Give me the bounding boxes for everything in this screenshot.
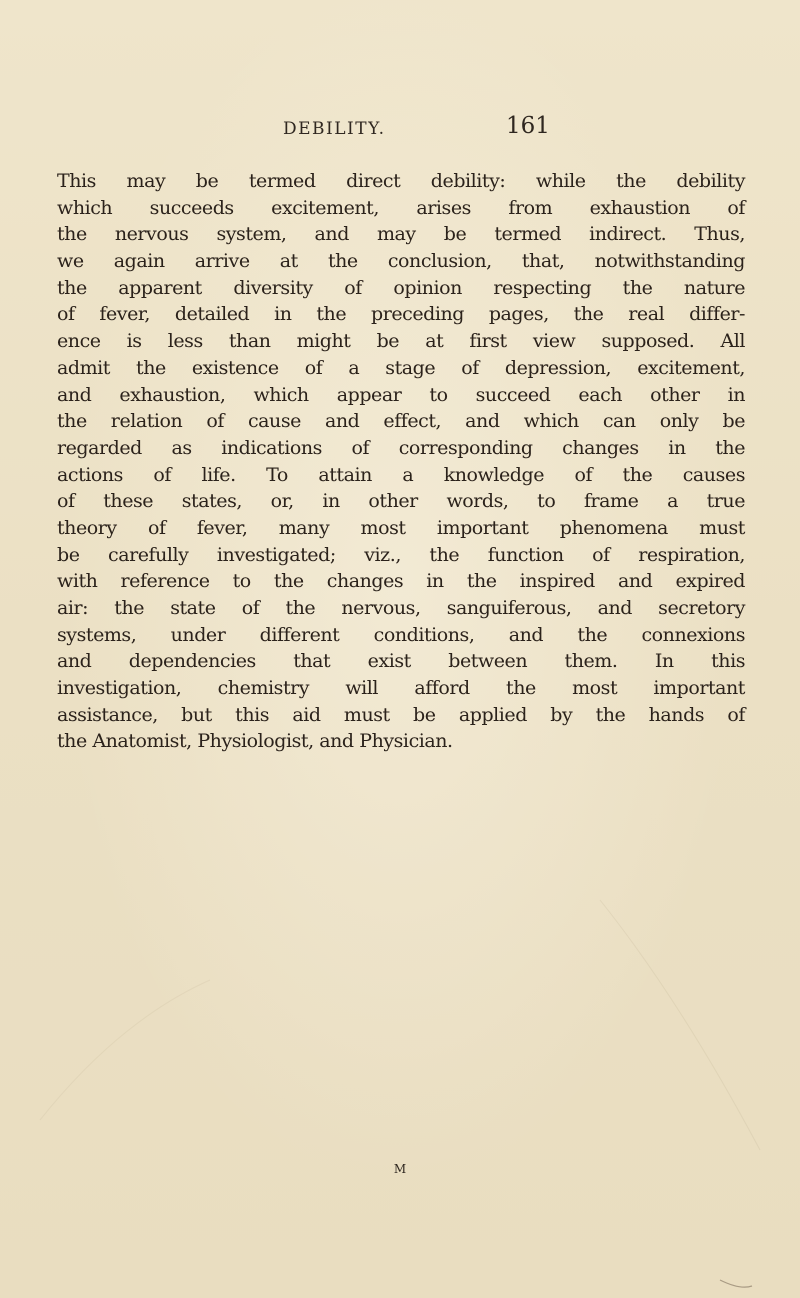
signature-mark: M bbox=[393, 1162, 407, 1176]
text-line: and exhaustion, which appear to succeed each other in bbox=[57, 383, 745, 406]
text-line: the nervous system, and may be termed indirect. Thus, bbox=[57, 223, 745, 246]
text-line: of these states, or, in other words, to frame a true bbox=[57, 490, 745, 513]
text-line: systems, under different conditions, and the connexions bbox=[57, 623, 745, 646]
text-line: air: the state of the nervous, sanguiferous, and secretory bbox=[57, 597, 745, 619]
text-line: of fever, detailed in the preceding pages, the real differ- bbox=[57, 303, 745, 326]
text-line: the relation of cause and effect, and which can only be bbox=[57, 410, 745, 433]
text-line: This may be termed direct debility: while the debility bbox=[57, 170, 745, 192]
text-line: investigation, chemistry will afford the most important bbox=[57, 677, 745, 700]
text-line: and dependencies that exist between them. In this bbox=[57, 650, 745, 673]
running-head-title: DEBILITY. bbox=[283, 119, 386, 139]
text-line: admit the existence of a stage of depression, excitement, bbox=[57, 356, 745, 379]
text-line: with reference to the changes in the inspired and expired bbox=[57, 570, 745, 593]
text-line: we again arrive at the conclusion, that, notwithstanding bbox=[57, 250, 745, 273]
text-line: which succeeds excitement, arises from exhaustion of bbox=[57, 196, 745, 219]
text-line: the apparent diversity of opinion respecting the nature bbox=[57, 276, 745, 299]
page-number: 161 bbox=[506, 113, 550, 139]
text-line-last: the Anatomist, Physiologist, and Physician. bbox=[57, 730, 453, 753]
text-line: actions of life. To attain a knowledge of the causes bbox=[57, 463, 745, 486]
text-line: theory of fever, many most important phenomena must bbox=[57, 516, 745, 539]
text-line: ence is less than might be at first view supposed. All bbox=[57, 330, 745, 353]
text-line: assistance, but this aid must be applied by the hands of bbox=[57, 703, 745, 726]
body-paragraph bbox=[57, 168, 745, 755]
text-line: be carefully investigated; viz., the function of respiration, bbox=[57, 543, 745, 566]
running-head bbox=[0, 113, 800, 153]
text-line: regarded as indications of corresponding changes in the bbox=[57, 436, 745, 459]
